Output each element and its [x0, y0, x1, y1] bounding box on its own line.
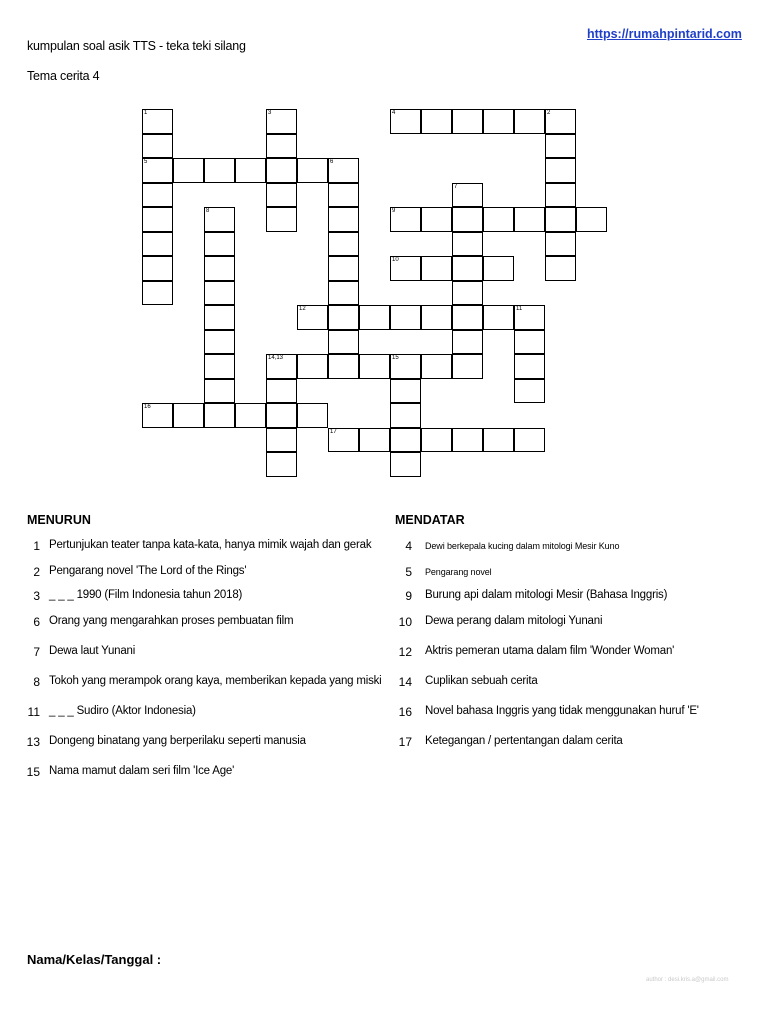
mendatar-heading: MENDATAR [395, 513, 465, 527]
crossword-cell[interactable] [421, 354, 452, 379]
crossword-cell[interactable] [328, 158, 359, 183]
crossword-cell[interactable] [328, 232, 359, 257]
crossword-cell[interactable] [545, 207, 576, 232]
crossword-cell[interactable] [545, 158, 576, 183]
cell-number: 4 [392, 110, 396, 116]
crossword-cell[interactable] [359, 305, 390, 330]
crossword-cell[interactable] [452, 109, 483, 134]
crossword-cell[interactable] [266, 354, 297, 379]
clue-number: 16 [398, 705, 412, 719]
clue-number: 3 [33, 589, 40, 603]
crossword-cell[interactable] [421, 207, 452, 232]
crossword-cell[interactable] [545, 183, 576, 208]
clue-text: Cuplikan sebuah cerita [425, 675, 538, 687]
cell-number: 3 [268, 110, 272, 116]
cell-number: 12 [299, 306, 306, 312]
crossword-cell[interactable] [328, 256, 359, 281]
crossword-cell[interactable] [142, 158, 173, 183]
cell-number: 17 [330, 428, 337, 435]
crossword-cell[interactable] [452, 305, 483, 330]
crossword-cell[interactable] [204, 305, 235, 330]
crossword-cell[interactable] [328, 305, 359, 330]
crossword-cell[interactable] [390, 379, 421, 404]
crossword-cell[interactable] [452, 183, 483, 208]
crossword-cell[interactable] [266, 428, 297, 453]
crossword-cell[interactable] [142, 232, 173, 257]
crossword-cell[interactable] [266, 379, 297, 404]
crossword-cell[interactable] [204, 207, 235, 232]
crossword-cell[interactable] [390, 428, 421, 453]
crossword-cell[interactable] [204, 379, 235, 404]
crossword-cell[interactable] [142, 403, 173, 428]
crossword-cell[interactable] [204, 158, 235, 183]
clue-text: Orang yang mengarahkan proses pembuatan film [49, 615, 294, 627]
crossword-cell[interactable] [266, 158, 297, 183]
crossword-cell[interactable] [390, 452, 421, 477]
crossword-cell[interactable] [328, 330, 359, 355]
crossword-cell[interactable] [483, 207, 514, 232]
crossword-cell[interactable] [235, 403, 266, 428]
clue-number: 14 [398, 675, 412, 689]
crossword-grid [0, 0, 768, 480]
clue-number: 10 [398, 615, 412, 629]
clue-text: Novel bahasa Inggris yang tidak menggunakan huruf 'E' [425, 705, 699, 717]
cell-number: 14,13 [268, 355, 284, 361]
crossword-cell[interactable] [142, 281, 173, 306]
crossword-cell[interactable] [514, 354, 545, 379]
crossword-cell[interactable] [545, 232, 576, 257]
crossword-cell[interactable] [142, 256, 173, 281]
page-title: kumpulan soal asik TTS - teka teki silang [27, 39, 246, 53]
clue-number: 12 [398, 645, 412, 659]
crossword-cell[interactable] [452, 207, 483, 232]
crossword-cell[interactable] [266, 109, 297, 134]
clue-text: Dongeng binatang yang berperilaku seperti manusia [49, 735, 306, 747]
crossword-cell[interactable] [483, 305, 514, 330]
crossword-cell[interactable] [235, 158, 266, 183]
clue-text: Tokoh yang merampok orang kaya, memberikan kepada yang miski [49, 675, 382, 687]
crossword-cell[interactable] [390, 109, 421, 134]
crossword-cell[interactable] [421, 256, 452, 281]
cell-number: 16 [144, 404, 151, 410]
crossword-cell[interactable] [452, 232, 483, 257]
website-link[interactable]: https://rumahpintarid.com [587, 27, 742, 41]
clue-text: Burung api dalam mitologi Mesir (Bahasa Inggris) [425, 589, 668, 601]
crossword-cell[interactable] [142, 109, 173, 134]
crossword-cell[interactable] [452, 428, 483, 453]
crossword-cell[interactable] [390, 207, 421, 232]
crossword-cell[interactable] [204, 354, 235, 379]
crossword-cell[interactable] [390, 403, 421, 428]
crossword-cell[interactable] [421, 305, 452, 330]
theme-subtitle: Tema cerita 4 [27, 69, 100, 83]
crossword-cell[interactable] [421, 109, 452, 134]
clue-text: Dewa perang dalam mitologi Yunani [425, 615, 603, 627]
crossword-cell[interactable] [297, 403, 328, 428]
crossword-cell[interactable] [328, 354, 359, 379]
crossword-cell[interactable] [328, 207, 359, 232]
clue-number: 13 [26, 735, 40, 749]
cell-number: 8 [206, 208, 210, 214]
crossword-cell[interactable] [204, 281, 235, 306]
clue-text: Aktris pemeran utama dalam film 'Wonder Woman' [425, 645, 675, 657]
clue-text: Pengarang novel [425, 567, 492, 577]
crossword-cell[interactable] [545, 256, 576, 281]
crossword-cell[interactable] [204, 403, 235, 428]
clue-text: _ _ _ 1990 (Film Indonesia tahun 2018) [49, 589, 243, 601]
crossword-cell[interactable] [452, 256, 483, 281]
clue-text: Pertunjukan teater tanpa kata-kata, hanya mimik wajah dan gerak [49, 539, 372, 551]
clue-number: 11 [27, 705, 40, 719]
crossword-cell[interactable] [173, 158, 204, 183]
clue-number: 7 [33, 645, 40, 659]
crossword-cell[interactable] [266, 207, 297, 232]
crossword-cell[interactable] [514, 207, 545, 232]
cell-number: 2 [547, 110, 551, 116]
crossword-cell[interactable] [328, 428, 359, 453]
crossword-cell[interactable] [514, 330, 545, 355]
clue-number: 2 [33, 565, 40, 579]
crossword-cell[interactable] [452, 281, 483, 306]
crossword-cell[interactable] [452, 330, 483, 355]
crossword-cell[interactable] [142, 134, 173, 159]
clue-number: 5 [405, 565, 412, 579]
clue-number: 15 [26, 765, 40, 779]
crossword-cell[interactable] [173, 403, 204, 428]
crossword-cell[interactable] [452, 354, 483, 379]
crossword-cell[interactable] [390, 305, 421, 330]
author-credit: author : desi.kris.a@gmail.com [646, 977, 729, 983]
clue-number: 17 [398, 735, 412, 749]
crossword-cell[interactable] [576, 207, 607, 232]
cell-number: 1 [144, 110, 148, 116]
cell-number: 10 [392, 257, 399, 263]
clue-number: 8 [33, 675, 40, 689]
crossword-cell[interactable] [266, 134, 297, 159]
menurun-heading: MENURUN [27, 513, 91, 527]
crossword-cell[interactable] [390, 256, 421, 281]
crossword-cell[interactable] [266, 403, 297, 428]
cell-number: 11 [516, 306, 523, 312]
crossword-cell[interactable] [514, 428, 545, 453]
clue-text: Ketegangan / pertentangan dalam cerita [425, 735, 623, 747]
clue-text: Nama mamut dalam seri film 'Ice Age' [49, 765, 235, 777]
crossword-cell[interactable] [142, 183, 173, 208]
clue-number: 1 [33, 539, 40, 553]
crossword-cell[interactable] [514, 305, 545, 330]
cell-number: 6 [330, 159, 334, 165]
crossword-cell[interactable] [390, 354, 421, 379]
cell-number: 7 [454, 183, 458, 190]
crossword-cell[interactable] [204, 330, 235, 355]
clue-text: _ _ _ Sudiro (Aktor Indonesia) [49, 705, 196, 717]
crossword-cell[interactable] [483, 428, 514, 453]
clue-text: Dewa laut Yunani [49, 645, 136, 657]
crossword-cell[interactable] [297, 158, 328, 183]
crossword-cell[interactable] [514, 379, 545, 404]
clue-number: 9 [405, 589, 412, 603]
crossword-cell[interactable] [204, 232, 235, 257]
cell-number: 15 [392, 355, 399, 361]
crossword-cell[interactable] [545, 134, 576, 159]
clue-number: 4 [405, 539, 412, 553]
crossword-cell[interactable] [266, 452, 297, 477]
crossword-cell[interactable] [545, 109, 576, 134]
crossword-cell[interactable] [328, 281, 359, 306]
name-class-date-label: Nama/Kelas/Tanggal : [27, 952, 162, 967]
crossword-cell[interactable] [266, 183, 297, 208]
crossword-cell[interactable] [483, 256, 514, 281]
crossword-cell[interactable] [328, 183, 359, 208]
crossword-cell[interactable] [421, 428, 452, 453]
crossword-cell[interactable] [514, 109, 545, 134]
crossword-cell[interactable] [204, 256, 235, 281]
cell-number: 5 [144, 159, 148, 165]
crossword-cell[interactable] [142, 207, 173, 232]
crossword-cell[interactable] [297, 305, 328, 330]
cell-number: 9 [392, 208, 396, 214]
crossword-cell[interactable] [359, 428, 390, 453]
clue-number: 6 [33, 615, 40, 629]
clue-text: Pengarang novel 'The Lord of the Rings' [49, 565, 247, 577]
clue-text: Dewi berkepala kucing dalam mitologi Mesir Kuno [425, 541, 620, 551]
crossword-cell[interactable] [359, 354, 390, 379]
crossword-cell[interactable] [483, 109, 514, 134]
crossword-cell[interactable] [297, 354, 328, 379]
